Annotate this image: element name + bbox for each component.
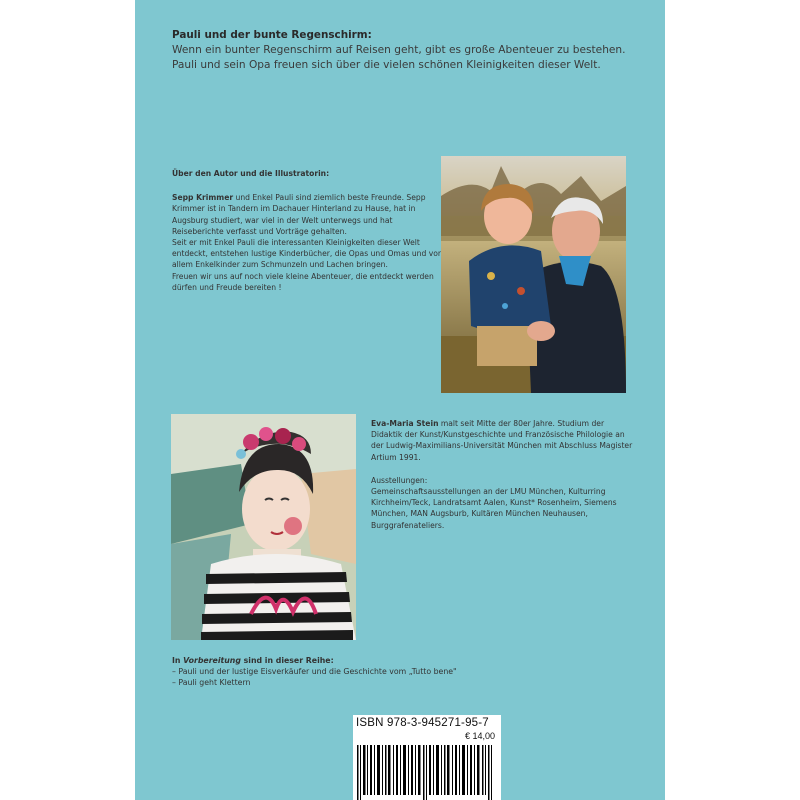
barcode-box xyxy=(353,715,501,800)
intro-line-2: Pauli und sein Opa freuen sich über die vielen schönen Kleinigkeiten dieser Welt. xyxy=(172,59,601,71)
illustrator-bio: malt seit Mitte der 80er Jahre. Studium der Didaktik der Kunst/Kunstgeschichte und Französische Philologie an der Ludwig-Maximilians-Universität München mit Abschluss Magister Artium 1991. xyxy=(371,419,633,462)
author-heading: Über den Autor und die Illustratorin: xyxy=(172,169,330,178)
price-text: € 14,00 xyxy=(464,731,495,741)
author-name: Sepp Krimmer xyxy=(172,193,234,203)
illustrator-section xyxy=(371,418,633,531)
illustrator-painting xyxy=(171,414,356,640)
series-item-2: – Pauli geht Klettern xyxy=(172,678,251,688)
series-heading: In Vorbereitung sind in dieser Reihe: xyxy=(172,656,334,665)
illustrator-name: Eva-Maria Stein xyxy=(371,419,439,428)
exhibitions-text: Gemeinschaftsausstellungen an der LMU München, Kulturring Kirchheim/Teck, Landratsamt Aalen, Kunst* Rosenheim, Siemens München, MAN Augsburb, Kultären München Neuhausen, Burggrafenateliers. xyxy=(371,487,617,530)
author-paragraph-1 xyxy=(172,192,444,237)
isbn-text: ISBN 978-3-945271-95-7 xyxy=(356,717,489,729)
author-paragraph-3: Freuen wir uns auf noch viele kleine Abenteuer, die entdeckt werden dürfen und Freude bereiten ! xyxy=(172,271,434,292)
intro-text xyxy=(172,28,657,73)
barcode-icon xyxy=(357,745,497,800)
intro-line-1: Wenn ein bunter Regenschirm auf Reisen geht, gibt es große Abenteuer zu bestehen. xyxy=(172,44,626,56)
author-paragraph-2: Seit er mit Enkel Pauli die interessanten Kleinigkeiten dieser Welt entdeckt, entstehen lustige Kinderbücher, die Opas und Omas und vor allem Enkelkinder zum Schmunzeln und Lachen bringen. xyxy=(172,238,441,270)
series-section xyxy=(172,655,572,689)
illustrator-paragraph-1 xyxy=(371,418,633,463)
author-section xyxy=(172,168,444,293)
book-title: Pauli und der bunte Regenschirm: xyxy=(172,29,372,41)
exhibitions-label: Ausstellungen: xyxy=(371,475,428,485)
series-item-1: – Pauli und der lustige Eisverkäufer und die Geschichte vom „Tutto bene" xyxy=(172,667,457,677)
back-cover xyxy=(135,0,665,800)
author-bio: und Enkel Pauli sind ziemlich beste Freunde. Sepp Krimmer ist in Tandern im Dachauer Hinterland zu Hause, hat in Augsburg studiert, war viel in der Welt unterwegs und hat Reiseberichte verfasst und Vorträge gehalten. xyxy=(172,193,426,236)
author-photo xyxy=(441,156,626,393)
